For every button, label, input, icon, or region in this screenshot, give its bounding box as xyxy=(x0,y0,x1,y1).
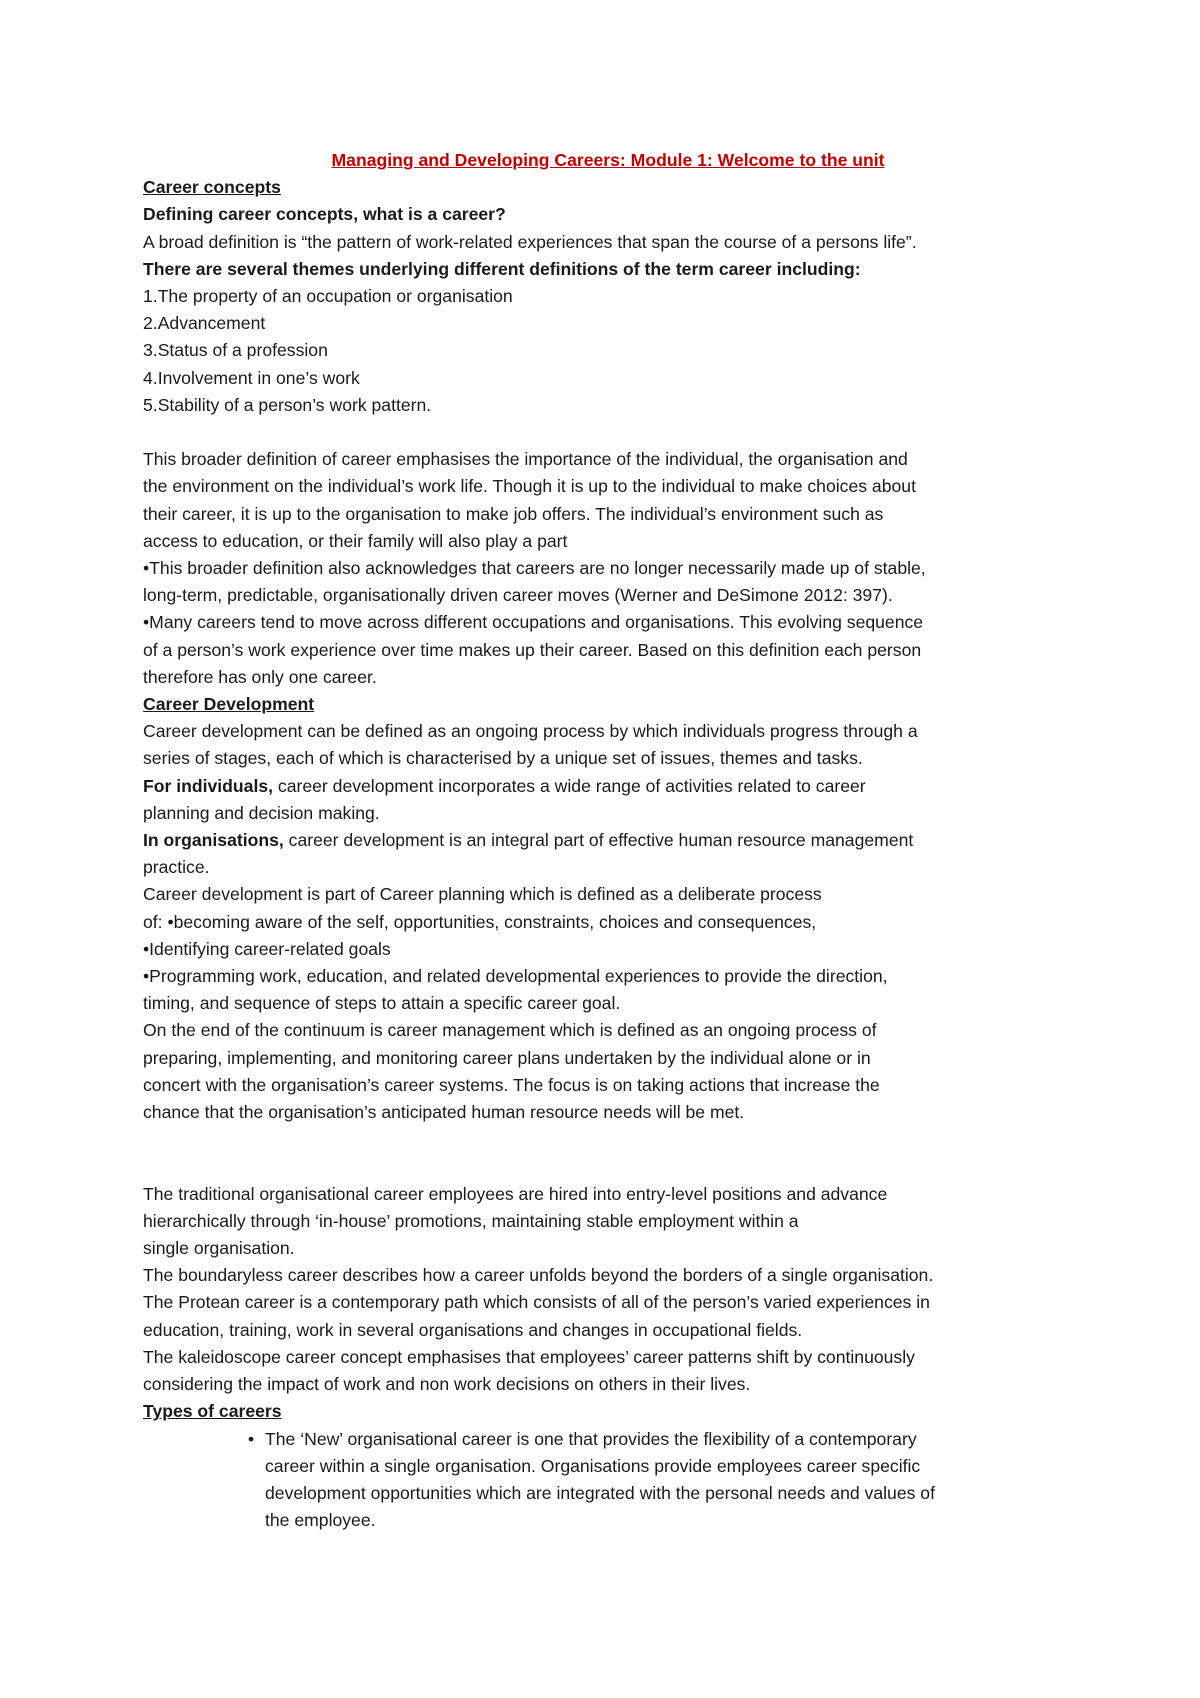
paragraph-line: considering the impact of work and non work decisions on others in their lives. xyxy=(143,1374,751,1395)
theme-text: The property of an occupation or organisation xyxy=(157,286,513,307)
paragraph-line: the environment on the individual’s work life. Though it is up to the individual to make choices about xyxy=(143,476,916,497)
paragraph-line: On the end of the continuum is career management which is defined as an ongoing process of xyxy=(143,1020,877,1041)
paragraph-line: Career development can be defined as an ongoing process by which individuals progress through a xyxy=(143,721,918,742)
paragraph-line: single organisation. xyxy=(143,1238,295,1259)
paragraph-line: their career, it is up to the organisation to make job offers. The individual’s environment such as xyxy=(143,503,884,524)
theme-text: Advancement xyxy=(157,313,266,334)
spacer xyxy=(143,1153,1073,1180)
bullet-line: •Many careers tend to move across different occupations and organisations. This evolving sequence xyxy=(143,612,924,633)
theme-item xyxy=(143,365,1073,392)
paragraph-line: series of stages, each of which is characterised by a unique set of issues, themes and tasks. xyxy=(143,748,863,769)
list-item-text: development opportunities which are integrated with the personal needs and values of xyxy=(265,1482,935,1503)
paragraph-line: The boundaryless career describes how a career unfolds beyond the borders of a single organisation. xyxy=(143,1265,934,1286)
in-organisations-text: career development is an integral part of effective human resource management xyxy=(283,830,914,851)
list-item-text: The ‘New’ organisational career is one that provides the flexibility of a contemporary xyxy=(265,1428,917,1449)
paragraph-line: hierarchically through ‘in-house’ promotions, maintaining stable employment within a xyxy=(143,1210,799,1231)
question-what-is-career: Defining career concepts, what is a career? xyxy=(143,204,506,225)
heading-career-concepts: Career concepts xyxy=(143,177,281,198)
theme-number: 2. xyxy=(143,313,158,334)
paragraph-line: The traditional organisational career employees are hired into entry-level positions and advance xyxy=(143,1183,888,1204)
theme-number: 4. xyxy=(143,367,158,388)
document-body xyxy=(143,147,1073,1534)
theme-text: Status of a profession xyxy=(157,340,328,361)
theme-number: 1. xyxy=(143,286,158,307)
theme-item xyxy=(143,392,1073,419)
in-organisations-label: In organisations, xyxy=(143,830,284,851)
list-item-text: career within a single organisation. Organisations provide employees career specific xyxy=(265,1455,921,1476)
paragraph-line: practice. xyxy=(143,857,210,878)
theme-item xyxy=(143,337,1073,364)
bullet-line: therefore has only one career. xyxy=(143,666,377,687)
spacer xyxy=(143,1126,1073,1153)
paragraph-line: access to education, or their family will also play a part xyxy=(143,530,568,551)
for-individuals-line xyxy=(143,773,1073,800)
paragraph-line: education, training, work in several organisations and changes in occupational fields. xyxy=(143,1319,803,1340)
theme-number: 3. xyxy=(143,340,158,361)
paragraph-line: This broader definition of career emphasises the importance of the individual, the organisation and xyxy=(143,449,908,470)
paragraph-line: Career development is part of Career planning which is defined as a deliberate process xyxy=(143,884,822,905)
list-item-continuation xyxy=(143,1507,1073,1534)
paragraph-line: of: •becoming aware of the self, opportunities, constraints, choices and consequences, xyxy=(143,911,817,932)
paragraph-line: concert with the organisation’s career systems. The focus is on taking actions that increase the xyxy=(143,1074,880,1095)
heading-types-of-careers: Types of careers xyxy=(143,1401,282,1422)
list-item-continuation xyxy=(143,1453,1073,1480)
theme-number: 5. xyxy=(143,394,158,415)
bullet-line: •This broader definition also acknowledges that careers are no longer necessarily made up of stable, xyxy=(143,558,926,579)
document-title: Managing and Developing Careers: Module 1: Welcome to the unit xyxy=(331,150,885,170)
paragraph-line: planning and decision making. xyxy=(143,802,380,823)
bullet-line: long-term, predictable, organisationally driven career moves (Werner and DeSimone 2012: 397). xyxy=(143,585,893,606)
for-individuals-label: For individuals, xyxy=(143,775,274,796)
paragraph-line: chance that the organisation’s anticipated human resource needs will be met. xyxy=(143,1102,745,1123)
list-item-continuation xyxy=(143,1480,1073,1507)
theme-text: Stability of a person’s work pattern. xyxy=(157,394,432,415)
paragraph-line: •Programming work, education, and related developmental experiences to provide the direction, xyxy=(143,966,888,987)
bullet-icon: • xyxy=(248,1428,255,1449)
theme-item xyxy=(143,283,1073,310)
list-item xyxy=(143,1426,1073,1453)
theme-text: Involvement in one’s work xyxy=(157,367,360,388)
theme-item xyxy=(143,310,1073,337)
paragraph-line: •Identifying career-related goals xyxy=(143,938,391,959)
heading-career-development: Career Development xyxy=(143,694,315,715)
bullet-line: of a person’s work experience over time makes up their career. Based on this definition each person xyxy=(143,639,922,660)
paragraph-line: timing, and sequence of steps to attain a specific career goal. xyxy=(143,993,621,1014)
paragraph-line: The Protean career is a contemporary path which consists of all of the person’s varied experiences in xyxy=(143,1292,930,1313)
list-item-text: the employee. xyxy=(265,1510,376,1531)
in-organisations-line xyxy=(143,827,1073,854)
broad-definition: A broad definition is “the pattern of work-related experiences that span the course of a persons life”. xyxy=(143,231,917,252)
paragraph-line: The kaleidoscope career concept emphasises that employees’ career patterns shift by continuously xyxy=(143,1346,915,1367)
paragraph-line: preparing, implementing, and monitoring career plans undertaken by the individual alone or in xyxy=(143,1047,871,1068)
themes-intro: There are several themes underlying different definitions of the term career including: xyxy=(143,258,861,279)
for-individuals-text: career development incorporates a wide range of activities related to career xyxy=(273,775,866,796)
spacer xyxy=(143,419,1073,446)
